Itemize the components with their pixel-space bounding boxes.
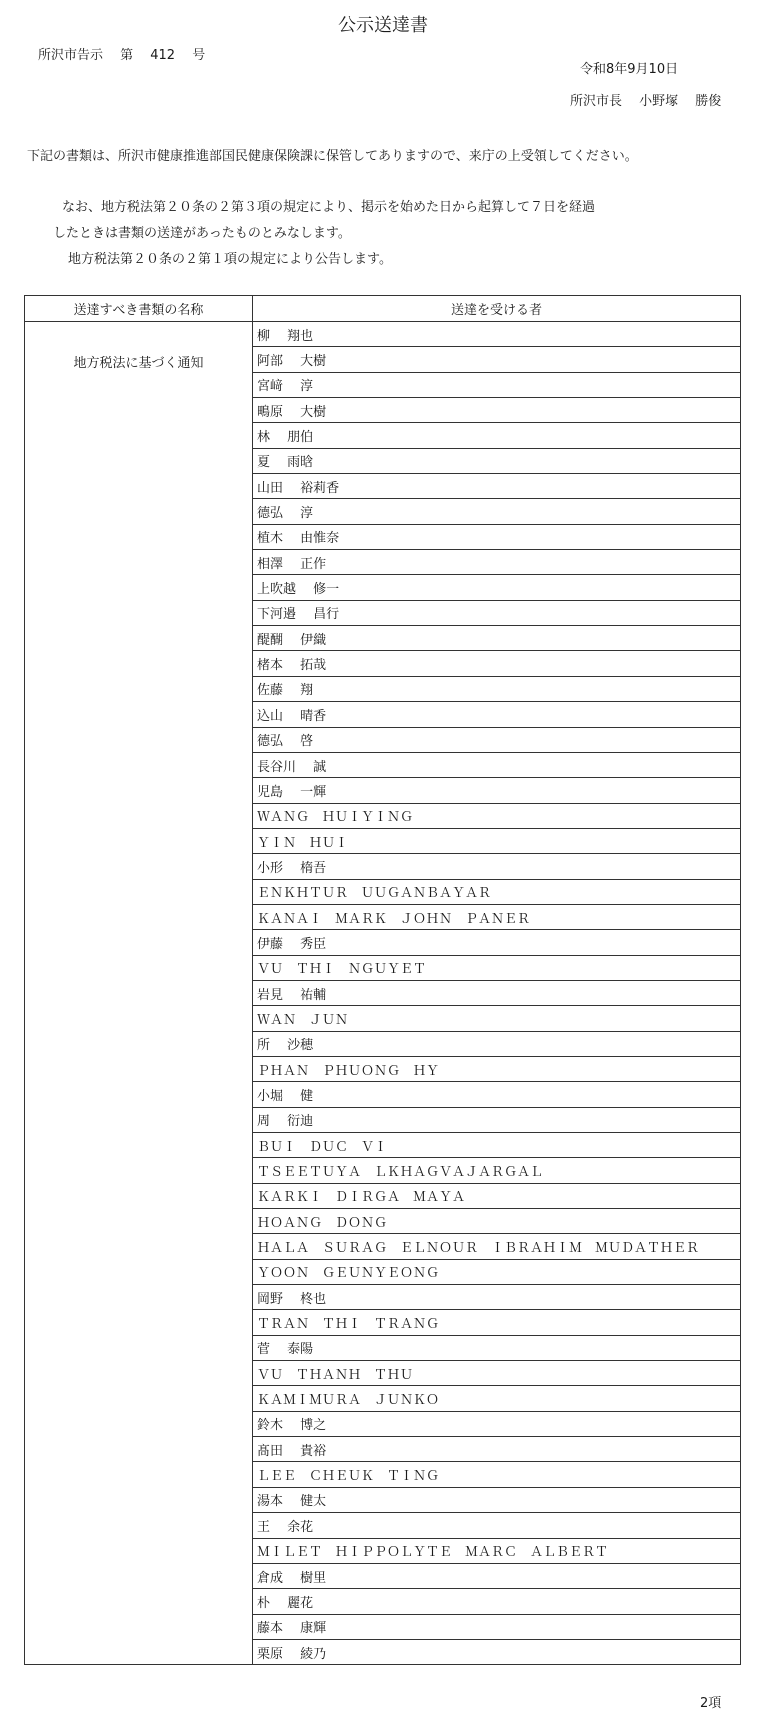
recipient-name-cell: 德弘 淳 (253, 499, 741, 524)
recipient-name-cell: ＢＵＩ ＤＵＣ ＶＩ (253, 1133, 741, 1158)
page-number: 2項 (700, 1696, 722, 1711)
deemed-delivery-paragraph-line1: なお、地方税法第２０条の２第３項の規定により、掲示を始めた日から起算して７日を経過 (62, 200, 596, 215)
recipient-name-cell: ＫＡＭＩＭＵＲＡ ＪＵＮＫＯ (253, 1386, 741, 1411)
recipient-name-cell: 鴫原 大樹 (253, 398, 741, 423)
recipient-name-cell: ＴＲＡＮ ＴＨＩ ＴＲＡＮＧ (253, 1310, 741, 1335)
recipient-name-cell: 長谷川 誠 (253, 752, 741, 777)
recipient-name-cell: 小形 楕吾 (253, 854, 741, 879)
recipient-name-cell: 児島 一輝 (253, 778, 741, 803)
announcement-paragraph: 地方税法第２０条の２第１項の規定により公告します。 (68, 252, 392, 267)
document-name-cell: 地方税法に基づく通知 (25, 322, 253, 1665)
recipient-name-cell: 佐藤 翔 (253, 676, 741, 701)
recipient-name-cell: 夏 雨晗 (253, 448, 741, 473)
recipient-name-cell: 岡野 柊也 (253, 1285, 741, 1310)
header-document-name: 送達すべき書類の名称 (25, 296, 253, 322)
recipient-name-cell: 阿部 大樹 (253, 347, 741, 372)
recipient-name-cell: 菅 泰陽 (253, 1335, 741, 1360)
recipient-name-cell: 周 衍迪 (253, 1107, 741, 1132)
recipient-name-cell: 林 朋伯 (253, 423, 741, 448)
recipient-name-cell: 植木 由惟奈 (253, 524, 741, 549)
recipient-name-cell: ＶＵ ＴＨＡＮＨ ＴＨＵ (253, 1361, 741, 1386)
header-recipient: 送達を受ける者 (253, 296, 741, 322)
recipient-name-cell: 所 沙穂 (253, 1031, 741, 1056)
recipient-name-cell: 王 余花 (253, 1513, 741, 1538)
recipient-name-cell: 小堀 健 (253, 1082, 741, 1107)
recipient-name-cell: 朴 麗花 (253, 1589, 741, 1614)
recipient-name-cell: ＶＵ ＴＨＩ ＮＧＵＹＥＴ (253, 955, 741, 980)
recipient-name-cell: ＹＯＯＮ ＧＥＵＮＹＥＯＮＧ (253, 1259, 741, 1284)
recipient-name-cell: ＨＡＬＡ ＳＵＲＡＧ ＥＬＮＯＵＲ ＩＢＲＡＨＩＭ ＭＵＤＡＴＨＥＲ (253, 1234, 741, 1259)
recipients-table (24, 295, 741, 1665)
recipient-name-cell: 下河邉 昌行 (253, 600, 741, 625)
recipient-name-cell: 伊藤 秀臣 (253, 930, 741, 955)
recipient-name-cell: ＴＳＥＥＴＵＹＡ ＬＫＨＡＧＶＡＪＡＲＧＡＬ (253, 1158, 741, 1183)
recipient-name-cell: ＥＮＫＨＴＵＲ ＵＵＧＡＮＢＡＹＡＲ (253, 879, 741, 904)
instruction-paragraph: 下記の書類は、所沢市健康推進部国民健康保険課に保管してありますので、来庁の上受領してください。 (27, 149, 638, 164)
recipient-name-cell: ＷＡＮ ＪＵＮ (253, 1006, 741, 1031)
recipient-name-cell: 醍醐 伊織 (253, 626, 741, 651)
recipient-name-cell: 込山 晴香 (253, 702, 741, 727)
recipient-name-cell: ＫＡＲＫＩ ＤＩＲＧＡ ＭＡＹＡ (253, 1183, 741, 1208)
recipient-name-cell: 髙田 貴裕 (253, 1437, 741, 1462)
recipient-name-cell: 倉成 樹里 (253, 1563, 741, 1588)
recipient-name-cell: ＹＩＮ ＨＵＩ (253, 828, 741, 853)
recipient-name-cell: 德弘 啓 (253, 727, 741, 752)
recipient-name-cell: ＬＥＥ ＣＨＥＵＫ ＴＩＮＧ (253, 1462, 741, 1487)
table-header-row (25, 296, 741, 322)
recipient-name-cell: 湯本 健太 (253, 1487, 741, 1512)
recipient-name-cell: 宮﨑 淳 (253, 372, 741, 397)
document-title: 公示送達書 (338, 15, 428, 36)
recipient-name-cell: 岩見 祐輔 (253, 980, 741, 1005)
recipient-name-cell: ＨＯＡＮＧ ＤＯＮＧ (253, 1209, 741, 1234)
recipient-name-cell: 楮本 拓哉 (253, 651, 741, 676)
recipient-name-cell: 鈴木 博之 (253, 1411, 741, 1436)
recipient-name-cell: 上吹越 修一 (253, 575, 741, 600)
issuer: 所沢市長 小野塚 勝俊 (570, 94, 722, 109)
deemed-delivery-paragraph-line2: したときは書類の送達があったものとみなします。 (53, 226, 351, 241)
recipient-name-cell: 藤本 康輝 (253, 1614, 741, 1639)
recipient-name-cell: 山田 裕莉香 (253, 474, 741, 499)
recipient-name-cell: ＷＡＮＧ ＨＵＩＹＩＮＧ (253, 803, 741, 828)
notice-date: 令和8年9月10日 (580, 62, 679, 77)
recipient-name-cell: 栗原 綾乃 (253, 1639, 741, 1664)
recipient-name-cell: ＫＡＮＡＩ ＭＡＲＫ ＪＯＨＮ ＰＡＮＥＲ (253, 904, 741, 929)
recipient-name-cell: ＭＩＬＥＴ ＨＩＰＰＯＬＹＴＥ ＭＡＲＣ ＡＬＢＥＲＴ (253, 1538, 741, 1563)
table-row (25, 322, 741, 347)
recipient-name-cell: 柳 翔也 (253, 322, 741, 347)
recipient-name-cell: 相澤 正作 (253, 550, 741, 575)
recipient-name-cell: ＰＨＡＮ ＰＨＵＯＮＧ ＨＹ (253, 1056, 741, 1081)
notice-number: 所沢市告示 第 412 号 (38, 48, 206, 63)
